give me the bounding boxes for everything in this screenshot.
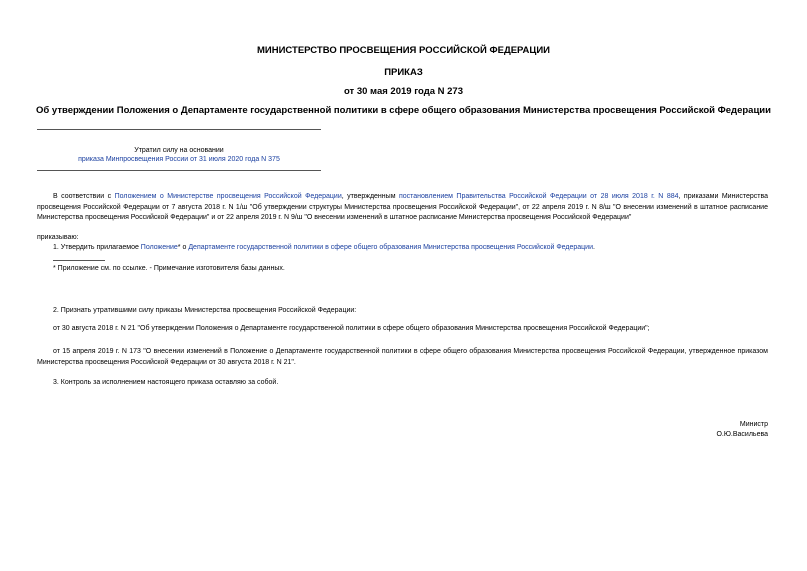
order-word: приказываю: <box>37 234 79 241</box>
ministry-regulation-link[interactable]: Положением о Министерстве просвещения Российской Федерации <box>114 193 342 200</box>
item-3: 3. Контроль за исполнением настоящего приказа оставляю за собой. <box>53 379 279 386</box>
signature-name: О.Ю.Васильева <box>716 431 768 438</box>
divider-bottom <box>37 170 321 171</box>
doc-date-number: от 30 мая 2019 года N 273 <box>343 86 464 97</box>
doc-title: Об утверждении Положения о Департаменте государственной политики в сфере общего образования Министерства просвещения Российской Федерации <box>36 105 771 116</box>
item-1-text-2: * о <box>177 244 189 251</box>
revoked-note: Утратил силу на основании <box>134 147 224 154</box>
footnote-rule <box>53 260 105 261</box>
preamble-paragraph <box>37 192 768 224</box>
footnote: * Приложение см. по ссылке. - Примечание изготовителя базы данных. <box>53 265 285 272</box>
signature-role: Министр <box>739 421 768 428</box>
government-decree-link[interactable]: постановлением Правительства Российской Федерации от 28 июля 2018 г. N 884 <box>398 193 679 200</box>
regulation-link[interactable]: Положение <box>140 244 178 251</box>
item-2: 2. Признать утратившими силу приказы Министерства просвещения Российской Федерации: <box>53 307 357 314</box>
item-1-text-1: 1. Утвердить прилагаемое <box>53 244 141 251</box>
item-1-text-3: . <box>593 244 595 251</box>
department-link[interactable]: Департаменте государственной политики в сфере общего образования Министерства просвещения Российской Федерации <box>188 244 593 251</box>
item-2b: от 15 апреля 2019 г. N 173 "О внесении изменений в Положение о Департаменте государственной политики в сфере общего образования Министерства просвещения Российской Федерации, утвержденное приказом Министерства просвещения Российской Федерации от 30 августа 2018 г. N 21". <box>37 348 768 366</box>
ministry-name: МИНИСТЕРСТВО ПРОСВЕЩЕНИЯ РОССИЙСКОЙ ФЕДЕРАЦИИ <box>256 45 551 56</box>
preamble-text-3: , приказами Министерства просвещения Российской Федерации от 7 августа 2018 г. N 1/ш "Об утверждении структуры Министерства просвещения Российской Федерации", от 22 апреля 2019 г. N 8/ш "О внесении изменений в штатное расписание Министерства просвещения Российской Федерации" и от 22 апреля 2019 г. N 9/ш "О внесении изменений в штатное расписание Министерства просвещения Российской Федерации" <box>37 193 768 221</box>
revoked-link[interactable]: приказа Минпросвещения России от 31 июля 2020 года N 375 <box>78 156 280 163</box>
divider-top <box>37 129 321 130</box>
item-2a: от 30 августа 2018 г. N 21 "Об утверждении Положения о Департаменте государственной политики в сфере общего образования Министерства просвещения Российской Федерации"; <box>53 325 650 332</box>
doc-type: ПРИКАЗ <box>384 67 423 78</box>
preamble-text-1: В соответствии с <box>53 193 115 200</box>
preamble-text-2: , утвержденным <box>341 193 399 200</box>
item-1 <box>37 243 768 254</box>
